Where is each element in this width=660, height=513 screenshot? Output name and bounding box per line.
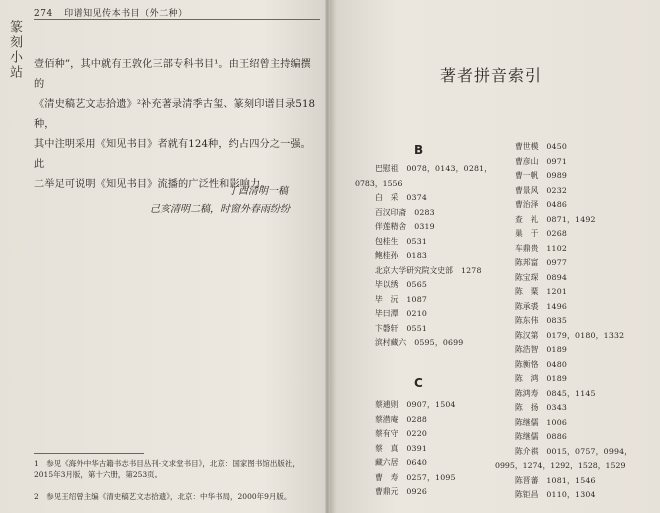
index-entry: 百汉印斋 0283 [375,207,435,217]
index-entry: 陈东伟 0835 [515,316,568,325]
paragraph-line: 《清史稿艺文志拾遗》²补充著录清季古玺、篆刻印谱目录518种， [34,99,316,130]
index-entry: 白 采 0374 [375,193,428,202]
index-entry: 藏六居 0640 [375,458,428,467]
index-entry: 鲍桂孙 0183 [375,251,428,260]
index-entry: 曹彦山 0971 [515,156,568,166]
index-entry: 曹景风 0232 [515,185,568,195]
index-entry: 曹鼎元 0926 [375,487,428,496]
running-header [34,6,188,19]
index-entry: 蔡逋则 0907，1504 [375,400,456,409]
index-entry: 陈晋蕃 1081，1546 [515,475,596,485]
index-column-right [495,140,655,503]
running-head-title: 印谱知见传本书目（外二种） [64,9,188,19]
index-entry: 曹一帆 0989 [515,171,568,180]
index-entry: 卞磐轩 0551 [375,323,428,333]
index-entry: 陈继儒 0886 [515,432,568,441]
index-entry: 查 礼 0871，1492 [515,214,596,224]
index-entry: 蔡潜庵 0288 [375,414,428,424]
index-entry: 车鼎贵 1102 [515,243,568,253]
paragraph-line: 其中注明采用《知见书目》者就有124种，约占四分之一强。此 [34,139,311,170]
page-number: 274 [34,9,53,19]
index-entry: 陈衡恪 0480 [515,359,568,369]
index-entry-continuation: 0995，1274，1292，1528，1529 [495,461,626,470]
index-entry: 陈 扬 0343 [515,403,568,412]
header-rule [34,19,320,20]
index-entry: 陈钜昌 0110，1304 [515,490,596,499]
index-entry: 陈宝琛 0894 [515,272,568,282]
index-column-b [355,162,515,351]
body-paragraph [34,55,321,195]
section-letter-b: B [414,143,424,157]
index-entry: 蔡有守 0220 [375,429,428,438]
index-entry: 蔡 真 0391 [375,443,428,453]
index-entry: 曹世模 0450 [515,142,568,151]
index-entry: 毕 沅 1087 [375,294,428,304]
index-entry: 包桂生 0531 [375,236,428,246]
paragraph-line: 壹佰种”，其中就有王敦化三部专科书目¹。由王绍曾主持编撰的 [34,59,311,90]
index-entry: 陈介祺 0015，0757，0994， [515,446,633,456]
index-entry: 巴慰祖 0078，0143，0281， [375,164,493,173]
footnote-rule [34,453,144,454]
signature-second-draft: 己亥清明二稿，时窗外春雨纷纷 [150,204,290,215]
index-entry: 曹 寿 0257，1095 [375,472,456,482]
index-entry: 毕以绣 0565 [375,280,428,289]
index-entry-continuation: 0783，1556 [355,178,403,188]
index-entry: 伴莲精舍 0319 [375,222,435,231]
index-entry: 陈鸿寿 0845，1145 [515,388,596,398]
index-column-c [355,398,515,500]
paragraph-line: 二举足可说明《知见书目》流播的广泛性和影响力。 [34,179,271,190]
index-entry: 北京大学研究院文史部 1278 [375,265,482,275]
signature-first-draft: 丁酉清明一稿 [228,186,288,197]
watermark-stamp: 篆刻小站 [7,20,22,80]
index-entry: 滨村藏六 0595，0699 [375,338,464,347]
index-entry: 陈 鸿 0189 [515,374,568,383]
index-title: 著者拼音索引 [440,66,543,85]
index-entry: 陈汉第 0179，0180，1332 [515,330,625,340]
index-entry: 毕曰潭 0210 [375,309,428,318]
footnote-2: 2 参见王绍曾主编《清史稿艺文志拾遗》，北京：中华书局，2000年9月版。 [34,492,292,501]
section-letter-c: C [414,376,423,390]
footnote-1: 1 参见《海外中华古籍书志书目丛刊·文求堂书目》，北京：国家图书馆出版社，2015年3月版，第十六册，第253页。 [34,459,300,479]
index-entry: 曹治泽 0486 [515,200,568,209]
book-gutter [325,0,329,513]
index-entry: 陈继儒 1006 [515,417,568,427]
index-entry: 陈浩智 0189 [515,345,568,354]
index-entry: 陈 粟 1201 [515,287,568,296]
index-entry: 陈邦富 0977 [515,258,568,267]
index-entry: 巢 于 0268 [515,229,568,238]
index-entry: 陈承裘 1496 [515,301,568,311]
